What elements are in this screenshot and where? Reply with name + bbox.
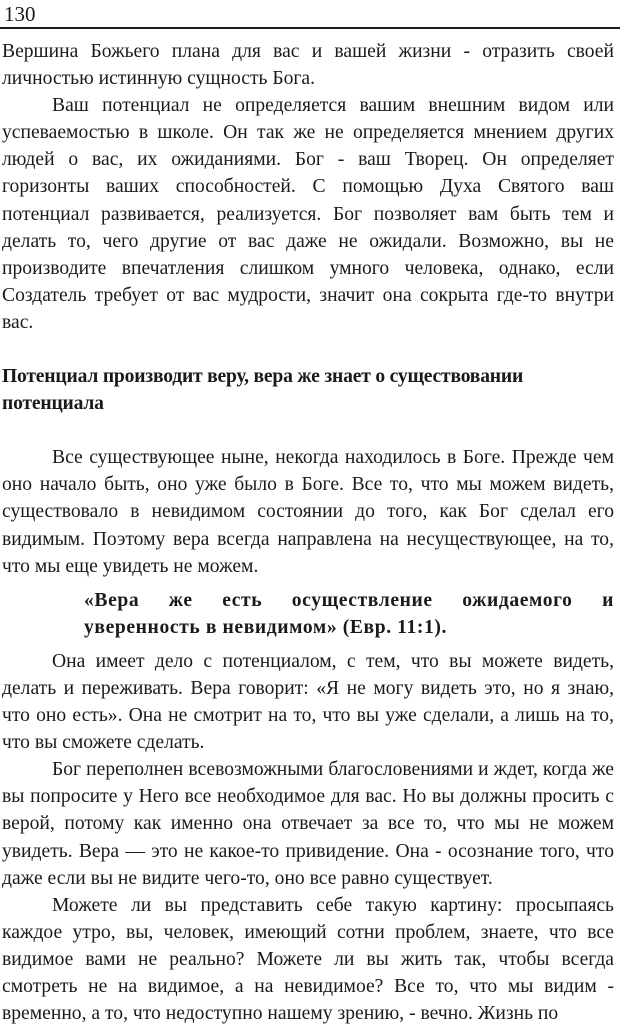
paragraph-2: Ваш потенциал не определяется вашим внешним видом или успеваемостью в школе. Он так же не определяется мнением других людей о вас, их ожиданиями. Бог - ваш Творец. Он определяет горизонты ваших способностей. С помощью Духа Святого ваш потенциал развивается, реализуется. Бог позволяет вам быть тем и делать то, чего другие от вас даже не ожидали. Возможно, вы не производите впечатления слишком умного человека, однако, если Создатель требует от вас мудрости, значит она сокрыта где-то внутри вас. [2,95,614,333]
paragraph-1: Вершина Божьего плана для вас и вашей жизни - отразить своей личностью истинную сущность Бога. [2,41,614,90]
paragraph-3: Все существующее ныне, некогда находилось в Боге. Прежде чем оно начало быть, оно уже было в Боге. Все то, что мы можем видеть, существовало в невидимом состоянии до того, как Бог сделал его видимым. Поэтому вера всегда направлена на несуществующее, на то, что мы еще увидеть не можем. [2,447,614,577]
header-rule [0,27,620,29]
paragraph-5: Бог переполнен всевозможными благословениями и ждет, когда же вы попросите у Него все необходимое для вас. Но вы должны просить с верой, потому как именно она отвечает за все то, что мы не можем увидеть. Вера — это не какое-то привидение. Она - осознание того, что даже если вы не видите чего-то, оно все равно существует. [2,759,614,889]
paragraph-4: Она имеет дело с потенциалом, с тем, что вы можете видеть, делать и переживать. Вера говорит: «Я не могу видеть это, но я знаю, что оно есть». Она не смотрит на то, что вы уже сделали, а лишь на то, что вы сможете сделать. [2,650,614,754]
paragraph-6: Можете ли вы представить себе такую картину: просыпаясь каждое утро, вы, человек, имеющий сотни проблем, знаете, что все видимое вами не реально? Можете ли вы жить так, чтобы всегда смотреть не на видимое, а на невидимое? Все то, что мы видим - временно, а то, что недоступно нашему зрению, - вечно. Жизнь по [2,894,614,1025]
section-heading: Потенциал производит веру, вера же знает о существовании потенциала [2,366,524,415]
page-number: 130 [4,2,36,26]
scripture-quote: «Вера же есть осуществление ожидаемого и уверенность в невидимом» (Евр. 11:1). [84,589,614,638]
page-content [2,38,614,1027]
spacer [2,580,614,587]
